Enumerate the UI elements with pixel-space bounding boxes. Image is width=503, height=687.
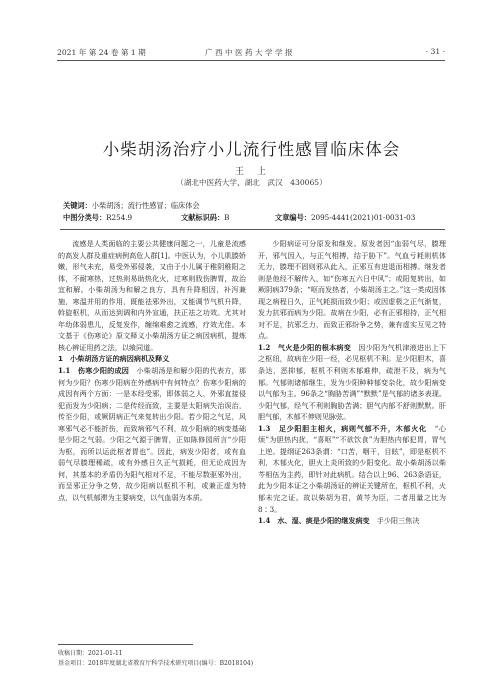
paragraph-1-3: 1.3 足少阳胆主相火，病则气郁不升，木郁火化 “心烦”为胆热内扰，“喜呕”“不欲饮食”为胆热内郁犯胃，胃气上逆。提纲证263条谓：“口苦，咽干，目眩”，即是枢机不利，木郁火化，胆火上炎所致的少阳变化。故小柴胡汤以柴芩相伍为主药，即针对此病机。结合以上96、263条语证，此为少阳本证之小柴胡汤证的辨证关键所在，枢机不利，火郁未完之证。故以柴胡为君，黄芩为臣，二者用量之比为8∶3。 (258, 423, 446, 514)
section-heading-1: 1 小柴胡汤方证的病因病机及释义 (58, 354, 170, 364)
paragraph-1-1: 1.1 伤寒少阳的成因 小柴胡汤是和解少阳的代表方，那何为少阳？伤寒少阳病在外感病中有何特点？伤寒少阳病的成因有两个方面：一是本经受邪，即体弱之人，外邪直接侵犯而发为少阳病；二是传经而致，主要是太阳病失治误治，传至少阳，或厥阴病正气来复转出少阳。若少阳之气足，风寒邪气必不能折伤，而致病邪气不利，故少阳病的病变基础是少阳之气弱。少阳之气源于脾胃，正如陈修园所言“少阳为枢，而所以运此枢者胃也”。因此，病发少阳者，或有血弱气尽腠理稀疏，或有外感日久正气损耗，但无论成因为何，其基本的矛盾仍为阳气相对不足，不能尽数驱邪外出，而呈邪正分争之势，故少阳病以枢机不利，或兼正虚为特点，以气机郁滞为主要病变，以气血弱为本质。 (58, 366, 247, 503)
classification-line (63, 213, 443, 224)
document-code: 文献标识码： B (181, 213, 230, 222)
author: 王 上 (234, 167, 268, 177)
header-rule (57, 60, 445, 61)
article-title: 小柴胡汤治疗小儿流行性感冒临床体会 (102, 140, 401, 159)
paragraph-continued: 少阳病证可分原发和继发。原发者因“血弱气尽，腠理开，邪气因入，与正气相搏，结于胁下”。气血亏耗则机体无力，腠理不固则邪从此入，正邪互有进退而相搏。继发者则是他经不解传入，如“伤寒五六日中风”；或阳复转出，如厥阴病379条；“呕而发热者，小柴胡汤主之。”这一类成因体现之病程日久，正气耗损而致少阳；或因虚极之正气渐复，发力抗邪而病为少阳。故病在少阳，必有正邪相持，正气相对不足，抗邪乏力，而致正邪纷争之势，兼有虚实互见之特点。 (258, 239, 446, 341)
page-number: · 31 · (425, 47, 445, 56)
article-number: 文章编号： 2095-4441(2021)01-0031-03 (275, 213, 416, 222)
journal-name: 广 西 中 医 药 大 学 学 报 (205, 48, 293, 57)
footnote-rule (58, 644, 193, 645)
subheading-1-1: 1.1 伤寒少阳的成因 (58, 366, 130, 376)
intro-paragraph: 流感是人类面临的主要公共健康问题之一，儿童是流感的高发人群及重症病例高危人群[1]。中医认为，小儿肌腠娇嫩，形气未充，易受外邪侵袭，又由于小儿属于稚阴稚阳之体，不耐寒热，过热则易助热化火，过寒则戕伤脾胃，故治宜和解。小柴胡汤为和解之良方，具有升降相因，补泻兼施，寒温并用的作用，既能祛邪外出，又能调节气机升降，斡旋枢机，从而达到调和内外宣通，扶正祛之功效。尤其对年幼体弱患儿，反复发作，缠绵难愈之流感，疗效尤佳。本文基于《伤寒论》原文释义小柴胡汤方证之病因病机，提炼核心辨证用药之法，以飨同道。 (58, 239, 246, 352)
keywords (63, 201, 200, 211)
subheading-1-4: 1.4 水、湿、痰是少阳的继发病变 (258, 516, 370, 526)
right-column (258, 238, 446, 527)
subheading-1-3: 1.3 足少阳胆主相火，病则气郁不升，木郁火化 (258, 423, 427, 433)
classification-rule (60, 229, 445, 230)
fund-project: 基金项目：2018年度湖北省教育厅科学技术研究项目(编号：B2018104) (58, 660, 254, 667)
clc-number: 中图分类号： R254.9 (63, 213, 133, 222)
received-date: 收稿日期：2021-01-11 (58, 650, 123, 657)
keywords-text: 小柴胡汤；流行性感冒；临床体会 (91, 201, 200, 210)
keywords-label: 关键词： (63, 201, 92, 210)
paragraph-1-4: 1.4 水、湿、痰是少阳的继发病变 手少阳三焦决 (258, 516, 420, 526)
affiliation: （湖北中医药大学，湖北 武汉 430065） (176, 178, 327, 187)
subheading-1-2: 1.2 气火是少阳的根本病变 (258, 342, 352, 352)
left-column (58, 238, 246, 504)
paragraph-1-2: 1.2 气火是少阳的根本病变 因少阳为气机津液进出上下之枢纽，故病在少阳一经，必见枢机不利。足少阳胆木，喜条达，恶抑郁，枢机不利则木郁难伸，疏泄不及，病为气郁。气郁则诸郁继生，发为少阳种种郁变杂化，故少阳病变以气郁为主。96条之“胸胁苦满”“默默”是气郁的诸多表现。少阳气郁，经气不利则胸胁苦满；胆气内郁不舒则默默。肝胆气郁，木郁不伸则见脉弦。 (258, 342, 447, 422)
running-header (57, 47, 445, 59)
journal-issue: 2021 年 第 24 卷 第 1 期 (57, 48, 146, 57)
